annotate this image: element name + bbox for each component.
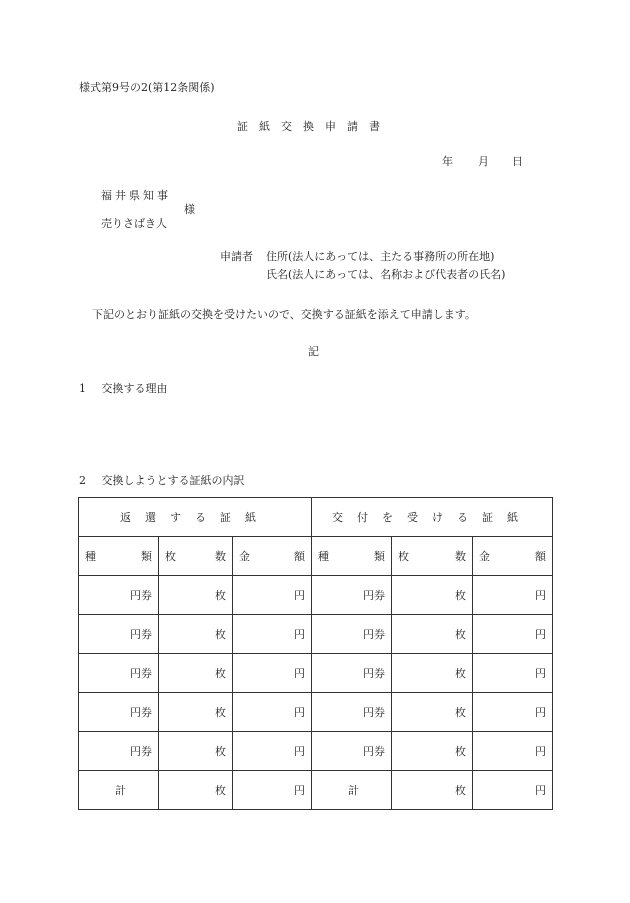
body-text: 下記のとおり証紙の交換を受けたいので、交換する証紙を添えて申請します。 [92,308,476,321]
form-id: 様式第9号の2(第12条関係) [79,81,215,94]
col-amount: 金 額 [233,537,312,576]
date-day: 日 [512,155,523,168]
table-row: 円券 枚 円 円券 枚 円 [79,576,553,615]
date-month: 月 [478,155,489,168]
applicant-label: 申請者 [220,250,253,263]
section2-title: 交換しようとする証紙の内訳 [101,474,245,487]
applicant-address: 住所(法人にあっては、主たる事務所の所在地) [266,250,495,263]
table-header-row [79,498,553,537]
table-row: 円券 枚 円 円券 枚 円 [79,615,553,654]
table-row: 円券 枚 円 円券 枚 円 [79,654,553,693]
page-title: 証紙交換申請書 [237,120,391,133]
col-kind: 種 類 [79,537,159,576]
section1-number: 1 [79,382,86,395]
section2-heading [79,474,245,488]
table-row: 円券 枚 円 円券 枚 円 [79,693,553,732]
section2-number: 2 [79,474,86,487]
section1-title: 交換する理由 [101,382,168,395]
ki-heading: 記 [308,345,319,358]
receive-header: 交付を受ける証紙 [312,498,553,537]
addressee-honorific: 様 [184,203,195,216]
applicant-name: 氏名(法人にあっては、名称および代表者の氏名) [266,268,506,281]
col-kind-receive: 種 類 [312,537,392,576]
exchange-table [78,497,553,810]
col-count-receive: 枚 数 [392,537,473,576]
date-year: 年 [442,155,453,168]
addressee-governor: 福井県知事 [101,189,171,202]
col-count: 枚 数 [159,537,233,576]
section1-heading [79,382,168,396]
table-subheader-row [79,537,553,576]
addressee-seller: 売りさばき人 [101,217,167,230]
table-total-row: 計 枚 円 計 枚 円 [79,771,553,810]
table-row: 円券 枚 円 円券 枚 円 [79,732,553,771]
col-amount-receive: 金 額 [473,537,553,576]
return-header: 返還する証紙 [79,498,312,537]
